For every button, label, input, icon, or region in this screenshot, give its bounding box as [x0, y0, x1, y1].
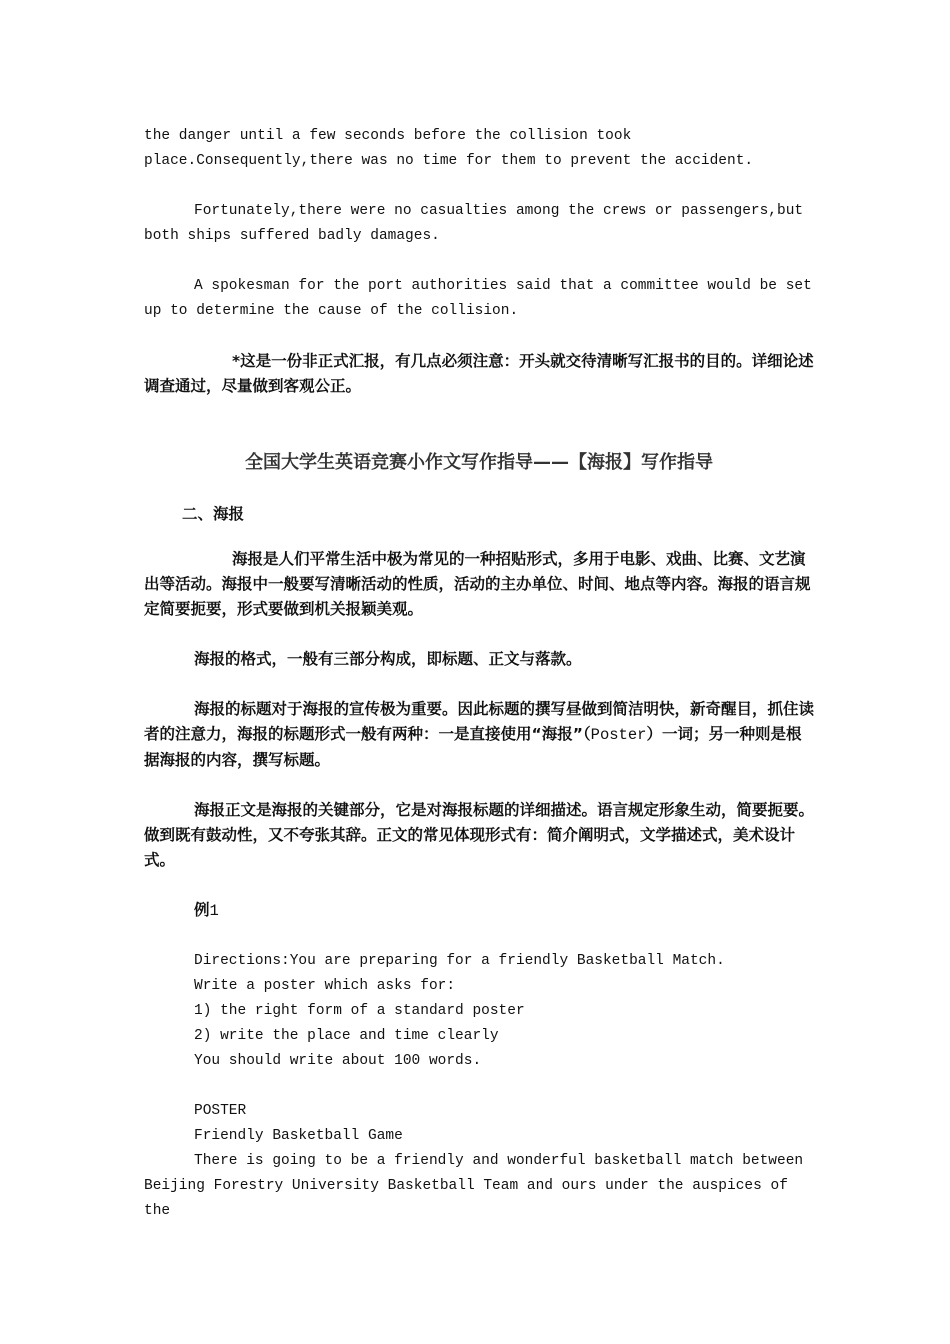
example-label — [144, 898, 814, 924]
poster-title-paragraph — [144, 697, 814, 773]
poster-title-paragraph-english-word: Poster — [590, 726, 647, 744]
section-subtitle: 二、海报 — [182, 505, 245, 523]
poster-body-paragraph: 海报正文是海报的关键部分，它是对海报标题的详细描述。语言规定形象生动，简要扼要。做到既有鼓动性，又不夸张其辞。正文的常见体现形式有：简介阐明式，文学描述式，美术设计式。 — [144, 801, 815, 869]
directions-line-2: Write a poster which asks for: — [194, 978, 456, 994]
document-page — [144, 124, 814, 1224]
report-paragraph-2: Fortunately,there were no casualties among the crews or passengers,but both ships suffered badly damages. — [144, 203, 804, 244]
report-note: *这是一份非正式汇报，有几点必须注意：开头就交待清晰写汇报书的目的。详细论述调查通过，尽量做到客观公正。 — [144, 352, 814, 395]
poster-title-paragraph-part-1: 海报的标题对于海报的宣传极为重要。因此标题的撰写昼做到简洁明快，新奇醒目，抓住读者的注意力，海报的标题形式一般有两种：一是直接使用“海报”（ — [144, 700, 815, 743]
example-label-number: 1 — [209, 902, 219, 920]
directions-line-1: Directions:You are preparing for a friendly Basketball Match. — [194, 953, 725, 969]
poster-format-paragraph: 海报的格式，一般有三部分构成，即标题、正文与落款。 — [194, 650, 582, 668]
report-paragraph-1 — [144, 124, 814, 174]
poster-intro-paragraph: 海报是人们平常生活中极为常见的一种招贴形式，多用于电影、戏曲、比赛、文艺演出等活动。海报中一般要写清晰活动的性质，活动的主办单位、时间、地点等内容。海报的语言规定简要扼要，形式要做到机关报颖美观。 — [144, 550, 811, 618]
example-label-text: 例 — [194, 901, 210, 919]
poster-body: There is going to be a friendly and wonderful basketball match between Beijing Forestry University Basketball Team and ours under the auspices of the — [144, 1153, 804, 1219]
poster-label: POSTER — [194, 1103, 247, 1119]
report-paragraph-1-line-2: place.Consequently,there was no time for them to prevent the accident. — [144, 153, 754, 169]
directions-line-4: 2) write the place and time clearly — [194, 1028, 499, 1044]
poster-title-paragraph-part-2: ）一词；另一种则是根据海报的内容，撰写标题。 — [144, 725, 802, 769]
report-paragraph-1-line-1: the danger until a few seconds before the collision took — [144, 128, 632, 144]
report-paragraph-3: A spokesman for the port authorities said that a committee would be set up to determine the cause of the collision. — [144, 278, 812, 319]
example-directions — [144, 949, 814, 1074]
poster-title: Friendly Basketball Game — [194, 1128, 403, 1144]
example-poster-heading — [144, 1099, 814, 1149]
section-title: 全国大学生英语竞赛小作文写作指导——【海报】写作指导 — [245, 452, 713, 473]
directions-line-3: 1) the right form of a standard poster — [194, 1003, 525, 1019]
directions-line-5: You should write about 100 words. — [194, 1053, 482, 1069]
